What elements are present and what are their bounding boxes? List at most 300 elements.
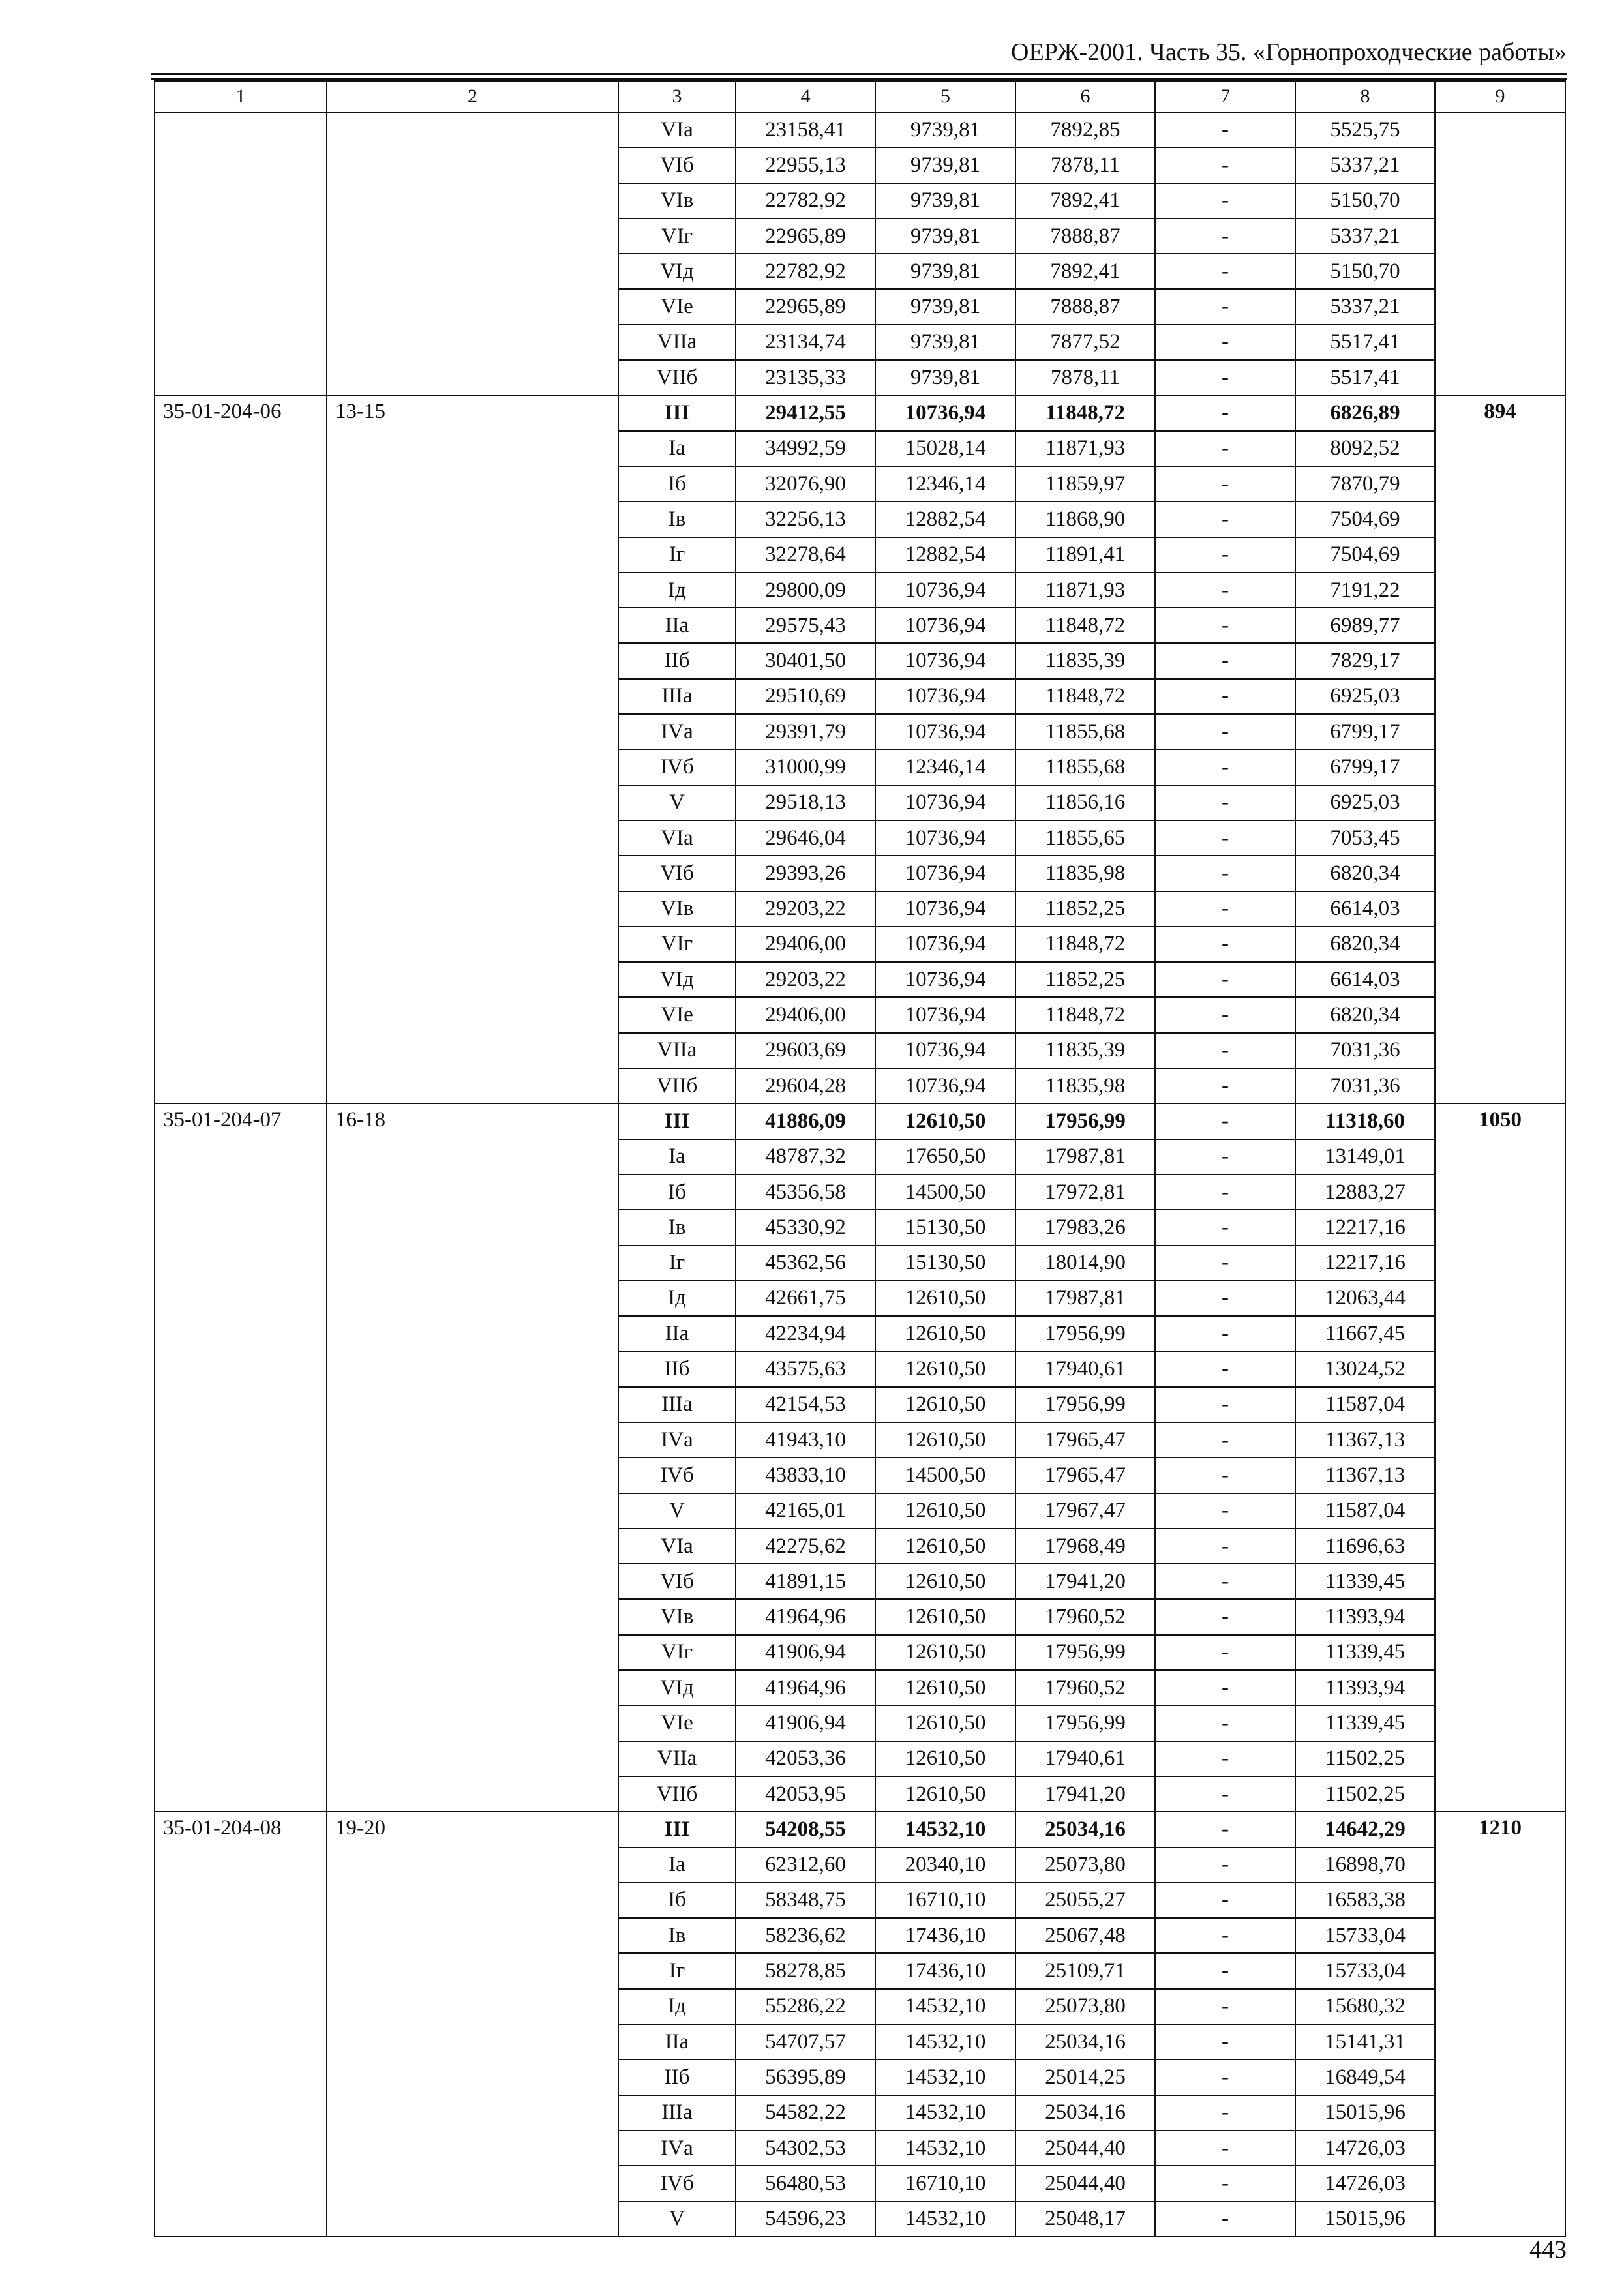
value-cell: -: [1155, 1670, 1295, 1705]
category-cell: IIа: [618, 2024, 736, 2059]
group-range-cell: [327, 112, 618, 395]
table-row: [155, 1103, 1565, 1139]
value-cell: 7504,69: [1295, 537, 1435, 573]
value-cell: 17987,81: [1015, 1281, 1155, 1316]
value-cell: 7892,41: [1015, 183, 1155, 218]
category-cell: VIб: [618, 856, 736, 891]
value-cell: 15680,32: [1295, 1989, 1435, 2024]
value-cell: 29646,04: [736, 820, 875, 856]
value-cell: 17940,61: [1015, 1741, 1155, 1776]
column9-cell: 1050: [1435, 1103, 1565, 1812]
value-cell: 5337,21: [1295, 289, 1435, 324]
value-cell: 8092,52: [1295, 431, 1435, 466]
value-cell: 12610,50: [875, 1316, 1015, 1351]
value-cell: 9739,81: [875, 112, 1015, 147]
category-cell: Iд: [618, 573, 736, 608]
value-cell: 6820,34: [1295, 927, 1435, 962]
value-cell: 10736,94: [875, 573, 1015, 608]
value-cell: 45356,58: [736, 1174, 875, 1210]
value-cell: 7829,17: [1295, 643, 1435, 678]
category-cell: VIIб: [618, 1776, 736, 1812]
value-cell: -: [1155, 643, 1295, 678]
value-cell: 6820,34: [1295, 856, 1435, 891]
value-cell: 29393,26: [736, 856, 875, 891]
value-cell: 56480,53: [736, 2166, 875, 2201]
value-cell: 25067,48: [1015, 1918, 1155, 1953]
value-cell: 11848,72: [1015, 679, 1155, 714]
value-cell: 29604,28: [736, 1068, 875, 1103]
value-cell: -: [1155, 1989, 1295, 2024]
value-cell: -: [1155, 1316, 1295, 1351]
rates-table: [154, 80, 1566, 2237]
category-cell: V: [618, 1493, 736, 1529]
category-cell: VIа: [618, 1529, 736, 1564]
category-cell: VIIб: [618, 1068, 736, 1103]
value-cell: 6826,89: [1295, 395, 1435, 430]
value-cell: 10736,94: [875, 997, 1015, 1032]
value-cell: 23135,33: [736, 360, 875, 395]
value-cell: 32256,13: [736, 501, 875, 537]
value-cell: 29510,69: [736, 679, 875, 714]
category-cell: Iб: [618, 1174, 736, 1210]
value-cell: 7504,69: [1295, 501, 1435, 537]
table-row: [155, 112, 1565, 147]
value-cell: -: [1155, 325, 1295, 360]
category-cell: VIб: [618, 147, 736, 183]
header-rule: [151, 73, 1567, 75]
value-cell: 17968,49: [1015, 1529, 1155, 1564]
value-cell: -: [1155, 360, 1295, 395]
group-range-cell: 13-15: [327, 395, 618, 1103]
value-cell: 11848,72: [1015, 608, 1155, 643]
value-cell: 23134,74: [736, 325, 875, 360]
value-cell: 12610,50: [875, 1103, 1015, 1139]
column-number-cell: 6: [1015, 81, 1155, 112]
value-cell: -: [1155, 1953, 1295, 1988]
value-cell: 16849,54: [1295, 2059, 1435, 2095]
value-cell: -: [1155, 147, 1295, 183]
value-cell: -: [1155, 785, 1295, 820]
value-cell: 25055,27: [1015, 1883, 1155, 1918]
value-cell: 18014,90: [1015, 1246, 1155, 1281]
value-cell: 6925,03: [1295, 679, 1435, 714]
value-cell: 15141,31: [1295, 2024, 1435, 2059]
value-cell: 11859,97: [1015, 466, 1155, 501]
value-cell: 42154,53: [736, 1387, 875, 1422]
value-cell: 22965,89: [736, 289, 875, 324]
value-cell: 17436,10: [875, 1953, 1015, 1988]
value-cell: 6614,03: [1295, 891, 1435, 927]
category-cell: VIд: [618, 962, 736, 997]
value-cell: 11848,72: [1015, 395, 1155, 430]
category-cell: Iг: [618, 1953, 736, 1988]
value-cell: 11891,41: [1015, 537, 1155, 573]
value-cell: 17965,47: [1015, 1458, 1155, 1493]
value-cell: 6614,03: [1295, 962, 1435, 997]
value-cell: 20340,10: [875, 1848, 1015, 1883]
value-cell: 42053,36: [736, 1741, 875, 1776]
value-cell: -: [1155, 1210, 1295, 1245]
value-cell: 32076,90: [736, 466, 875, 501]
value-cell: 11848,72: [1015, 997, 1155, 1032]
value-cell: 54596,23: [736, 2202, 875, 2237]
value-cell: 9739,81: [875, 218, 1015, 254]
value-cell: 12882,54: [875, 501, 1015, 537]
column-number-cell: 1: [155, 81, 327, 112]
value-cell: -: [1155, 1776, 1295, 1812]
value-cell: 22782,92: [736, 254, 875, 289]
category-cell: Iд: [618, 1281, 736, 1316]
value-cell: -: [1155, 749, 1295, 785]
value-cell: -: [1155, 1529, 1295, 1564]
value-cell: -: [1155, 1705, 1295, 1741]
value-cell: -: [1155, 1599, 1295, 1634]
category-cell: VIв: [618, 1599, 736, 1634]
value-cell: 6820,34: [1295, 997, 1435, 1032]
value-cell: 16898,70: [1295, 1848, 1435, 1883]
category-cell: Iг: [618, 1246, 736, 1281]
category-cell: VIе: [618, 1705, 736, 1741]
value-cell: 25044,40: [1015, 2166, 1155, 2201]
value-cell: 16583,38: [1295, 1883, 1435, 1918]
category-cell: III: [618, 1812, 736, 1847]
value-cell: 25014,25: [1015, 2059, 1155, 2095]
value-cell: 12610,50: [875, 1422, 1015, 1458]
value-cell: 12217,16: [1295, 1210, 1435, 1245]
value-cell: 14532,10: [875, 1812, 1015, 1847]
value-cell: 12610,50: [875, 1351, 1015, 1386]
value-cell: 11587,04: [1295, 1493, 1435, 1529]
category-cell: VIв: [618, 891, 736, 927]
value-cell: -: [1155, 1281, 1295, 1316]
group-code-cell: 35-01-204-08: [155, 1812, 327, 2237]
value-cell: 11393,94: [1295, 1599, 1435, 1634]
value-cell: 17972,81: [1015, 1174, 1155, 1210]
value-cell: 41906,94: [736, 1635, 875, 1670]
value-cell: 11856,16: [1015, 785, 1155, 820]
value-cell: 12217,16: [1295, 1246, 1435, 1281]
category-cell: Iб: [618, 466, 736, 501]
value-cell: 14500,50: [875, 1174, 1015, 1210]
value-cell: 5517,41: [1295, 360, 1435, 395]
value-cell: 17956,99: [1015, 1103, 1155, 1139]
value-cell: 12610,50: [875, 1705, 1015, 1741]
value-cell: 9739,81: [875, 183, 1015, 218]
value-cell: 12610,50: [875, 1564, 1015, 1599]
value-cell: 54582,22: [736, 2095, 875, 2131]
value-cell: 29575,43: [736, 608, 875, 643]
value-cell: 15028,14: [875, 431, 1015, 466]
value-cell: 17956,99: [1015, 1705, 1155, 1741]
category-cell: IIб: [618, 2059, 736, 2095]
category-cell: VIг: [618, 1635, 736, 1670]
category-cell: III: [618, 395, 736, 430]
value-cell: 10736,94: [875, 891, 1015, 927]
value-cell: 22965,89: [736, 218, 875, 254]
value-cell: -: [1155, 1458, 1295, 1493]
category-cell: IVб: [618, 1458, 736, 1493]
value-cell: 7878,11: [1015, 147, 1155, 183]
value-cell: -: [1155, 1918, 1295, 1953]
value-cell: -: [1155, 1564, 1295, 1599]
column-number-cell: 2: [327, 81, 618, 112]
value-cell: 22955,13: [736, 147, 875, 183]
value-cell: 11339,45: [1295, 1635, 1435, 1670]
value-cell: 58236,62: [736, 1918, 875, 1953]
value-cell: 45330,92: [736, 1210, 875, 1245]
value-cell: -: [1155, 1812, 1295, 1847]
value-cell: 29203,22: [736, 891, 875, 927]
value-cell: -: [1155, 1103, 1295, 1139]
value-cell: -: [1155, 1387, 1295, 1422]
category-cell: VIе: [618, 997, 736, 1032]
category-cell: VIа: [618, 820, 736, 856]
column-number-cell: 5: [875, 81, 1015, 112]
value-cell: 7878,11: [1015, 360, 1155, 395]
value-cell: 11868,90: [1015, 501, 1155, 537]
value-cell: -: [1155, 1246, 1295, 1281]
value-cell: 14726,03: [1295, 2166, 1435, 2201]
category-cell: Iа: [618, 1139, 736, 1174]
category-cell: IIIа: [618, 2095, 736, 2131]
value-cell: 12883,27: [1295, 1174, 1435, 1210]
value-cell: -: [1155, 2095, 1295, 2131]
value-cell: 5517,41: [1295, 325, 1435, 360]
rates-table-body: [155, 81, 1565, 2237]
value-cell: 11835,98: [1015, 856, 1155, 891]
value-cell: 42661,75: [736, 1281, 875, 1316]
value-cell: 55286,22: [736, 1989, 875, 2024]
value-cell: 22782,92: [736, 183, 875, 218]
value-cell: 54208,55: [736, 1812, 875, 1847]
value-cell: 25034,16: [1015, 1812, 1155, 1847]
value-cell: 29406,00: [736, 997, 875, 1032]
value-cell: 25034,16: [1015, 2024, 1155, 2059]
value-cell: -: [1155, 573, 1295, 608]
category-cell: IVб: [618, 2166, 736, 2201]
value-cell: 11848,72: [1015, 927, 1155, 962]
value-cell: 15015,96: [1295, 2202, 1435, 2237]
value-cell: 31000,99: [736, 749, 875, 785]
value-cell: 6799,17: [1295, 714, 1435, 749]
value-cell: 7892,41: [1015, 254, 1155, 289]
value-cell: 11835,39: [1015, 1033, 1155, 1068]
value-cell: -: [1155, 1848, 1295, 1883]
value-cell: 5525,75: [1295, 112, 1435, 147]
value-cell: 42053,95: [736, 1776, 875, 1812]
value-cell: 11855,68: [1015, 749, 1155, 785]
value-cell: 14726,03: [1295, 2131, 1435, 2166]
value-cell: 41964,96: [736, 1599, 875, 1634]
value-cell: 9739,81: [875, 289, 1015, 324]
group-code-cell: 35-01-204-07: [155, 1103, 327, 1812]
value-cell: 7031,36: [1295, 1033, 1435, 1068]
value-cell: 14532,10: [875, 1989, 1015, 2024]
value-cell: 17956,99: [1015, 1387, 1155, 1422]
value-cell: -: [1155, 395, 1295, 430]
column-number-cell: 8: [1295, 81, 1435, 112]
value-cell: 7877,52: [1015, 325, 1155, 360]
value-cell: 11339,45: [1295, 1705, 1435, 1741]
value-cell: -: [1155, 1068, 1295, 1103]
value-cell: 10736,94: [875, 714, 1015, 749]
value-cell: -: [1155, 2166, 1295, 2201]
value-cell: 12610,50: [875, 1387, 1015, 1422]
value-cell: 25048,17: [1015, 2202, 1155, 2237]
value-cell: 12063,44: [1295, 1281, 1435, 1316]
value-cell: 41964,96: [736, 1670, 875, 1705]
value-cell: 25044,40: [1015, 2131, 1155, 2166]
value-cell: 14532,10: [875, 2024, 1015, 2059]
category-cell: VIа: [618, 112, 736, 147]
value-cell: 13024,52: [1295, 1351, 1435, 1386]
category-cell: V: [618, 785, 736, 820]
value-cell: 12610,50: [875, 1635, 1015, 1670]
value-cell: 45362,56: [736, 1246, 875, 1281]
value-cell: 42234,94: [736, 1316, 875, 1351]
value-cell: 43833,10: [736, 1458, 875, 1493]
table-row: [155, 395, 1565, 430]
value-cell: -: [1155, 431, 1295, 466]
value-cell: 12610,50: [875, 1776, 1015, 1812]
value-cell: 10736,94: [875, 927, 1015, 962]
value-cell: 12882,54: [875, 537, 1015, 573]
header-rule-secondary: [151, 78, 1567, 80]
value-cell: 58348,75: [736, 1883, 875, 1918]
value-cell: 7888,87: [1015, 218, 1155, 254]
value-cell: -: [1155, 2131, 1295, 2166]
value-cell: 12610,50: [875, 1493, 1015, 1529]
value-cell: 5150,70: [1295, 183, 1435, 218]
value-cell: 7031,36: [1295, 1068, 1435, 1103]
value-cell: -: [1155, 183, 1295, 218]
value-cell: 17960,52: [1015, 1670, 1155, 1705]
value-cell: 16710,10: [875, 2166, 1015, 2201]
value-cell: 29603,69: [736, 1033, 875, 1068]
column9-cell: 894: [1435, 395, 1565, 1103]
table-row: [155, 1812, 1565, 1847]
value-cell: 11667,45: [1295, 1316, 1435, 1351]
value-cell: 10736,94: [875, 608, 1015, 643]
category-cell: IIа: [618, 608, 736, 643]
category-cell: VIг: [618, 927, 736, 962]
value-cell: -: [1155, 679, 1295, 714]
value-cell: 7870,79: [1295, 466, 1435, 501]
value-cell: 25109,71: [1015, 1953, 1155, 1988]
value-cell: 42275,62: [736, 1529, 875, 1564]
value-cell: 10736,94: [875, 820, 1015, 856]
value-cell: 14532,10: [875, 2202, 1015, 2237]
value-cell: 10736,94: [875, 856, 1015, 891]
value-cell: -: [1155, 1351, 1295, 1386]
category-cell: IIIа: [618, 679, 736, 714]
value-cell: -: [1155, 112, 1295, 147]
value-cell: 16710,10: [875, 1883, 1015, 1918]
group-range-cell: 19-20: [327, 1812, 618, 2237]
value-cell: 12346,14: [875, 749, 1015, 785]
category-cell: Iд: [618, 1989, 736, 2024]
value-cell: 5150,70: [1295, 254, 1435, 289]
group-code-cell: [155, 112, 327, 395]
value-cell: 12610,50: [875, 1281, 1015, 1316]
value-cell: 17956,99: [1015, 1316, 1155, 1351]
value-cell: -: [1155, 891, 1295, 927]
value-cell: 34992,59: [736, 431, 875, 466]
value-cell: -: [1155, 501, 1295, 537]
category-cell: IVа: [618, 1422, 736, 1458]
value-cell: 15130,50: [875, 1246, 1015, 1281]
value-cell: 7053,45: [1295, 820, 1435, 856]
value-cell: 29406,00: [736, 927, 875, 962]
category-cell: V: [618, 2202, 736, 2237]
value-cell: 11339,45: [1295, 1564, 1435, 1599]
value-cell: 12610,50: [875, 1599, 1015, 1634]
value-cell: 14500,50: [875, 1458, 1015, 1493]
category-cell: Iв: [618, 1210, 736, 1245]
value-cell: 11871,93: [1015, 573, 1155, 608]
value-cell: 41943,10: [736, 1422, 875, 1458]
value-cell: -: [1155, 254, 1295, 289]
category-cell: VIб: [618, 1564, 736, 1599]
value-cell: 29391,79: [736, 714, 875, 749]
value-cell: 15733,04: [1295, 1918, 1435, 1953]
value-cell: 25073,80: [1015, 1989, 1155, 2024]
value-cell: 23158,41: [736, 112, 875, 147]
category-cell: VIг: [618, 218, 736, 254]
value-cell: 62312,60: [736, 1848, 875, 1883]
value-cell: 41906,94: [736, 1705, 875, 1741]
value-cell: 11852,25: [1015, 962, 1155, 997]
value-cell: 11835,39: [1015, 643, 1155, 678]
value-cell: 56395,89: [736, 2059, 875, 2095]
value-cell: 11587,04: [1295, 1387, 1435, 1422]
value-cell: -: [1155, 1741, 1295, 1776]
category-cell: VIв: [618, 183, 736, 218]
value-cell: 11502,25: [1295, 1741, 1435, 1776]
category-cell: IVа: [618, 714, 736, 749]
value-cell: 11835,98: [1015, 1068, 1155, 1103]
value-cell: 11318,60: [1295, 1103, 1435, 1139]
value-cell: 58278,85: [736, 1953, 875, 1988]
category-cell: Iв: [618, 501, 736, 537]
value-cell: 17940,61: [1015, 1351, 1155, 1386]
value-cell: 25073,80: [1015, 1848, 1155, 1883]
value-cell: 9739,81: [875, 147, 1015, 183]
value-cell: 7888,87: [1015, 289, 1155, 324]
value-cell: -: [1155, 1883, 1295, 1918]
category-cell: VIе: [618, 289, 736, 324]
value-cell: 17987,81: [1015, 1139, 1155, 1174]
value-cell: 9739,81: [875, 360, 1015, 395]
value-cell: 6989,77: [1295, 608, 1435, 643]
value-cell: 11502,25: [1295, 1776, 1435, 1812]
value-cell: -: [1155, 289, 1295, 324]
value-cell: 17983,26: [1015, 1210, 1155, 1245]
value-cell: 30401,50: [736, 643, 875, 678]
value-cell: 32278,64: [736, 537, 875, 573]
value-cell: 41886,09: [736, 1103, 875, 1139]
value-cell: 17967,47: [1015, 1493, 1155, 1529]
value-cell: 6925,03: [1295, 785, 1435, 820]
value-cell: 11852,25: [1015, 891, 1155, 927]
category-cell: IIIа: [618, 1387, 736, 1422]
category-cell: VIIа: [618, 1033, 736, 1068]
value-cell: 29800,09: [736, 573, 875, 608]
value-cell: 12610,50: [875, 1529, 1015, 1564]
value-cell: -: [1155, 1174, 1295, 1210]
category-cell: III: [618, 1103, 736, 1139]
category-cell: Iв: [618, 1918, 736, 1953]
